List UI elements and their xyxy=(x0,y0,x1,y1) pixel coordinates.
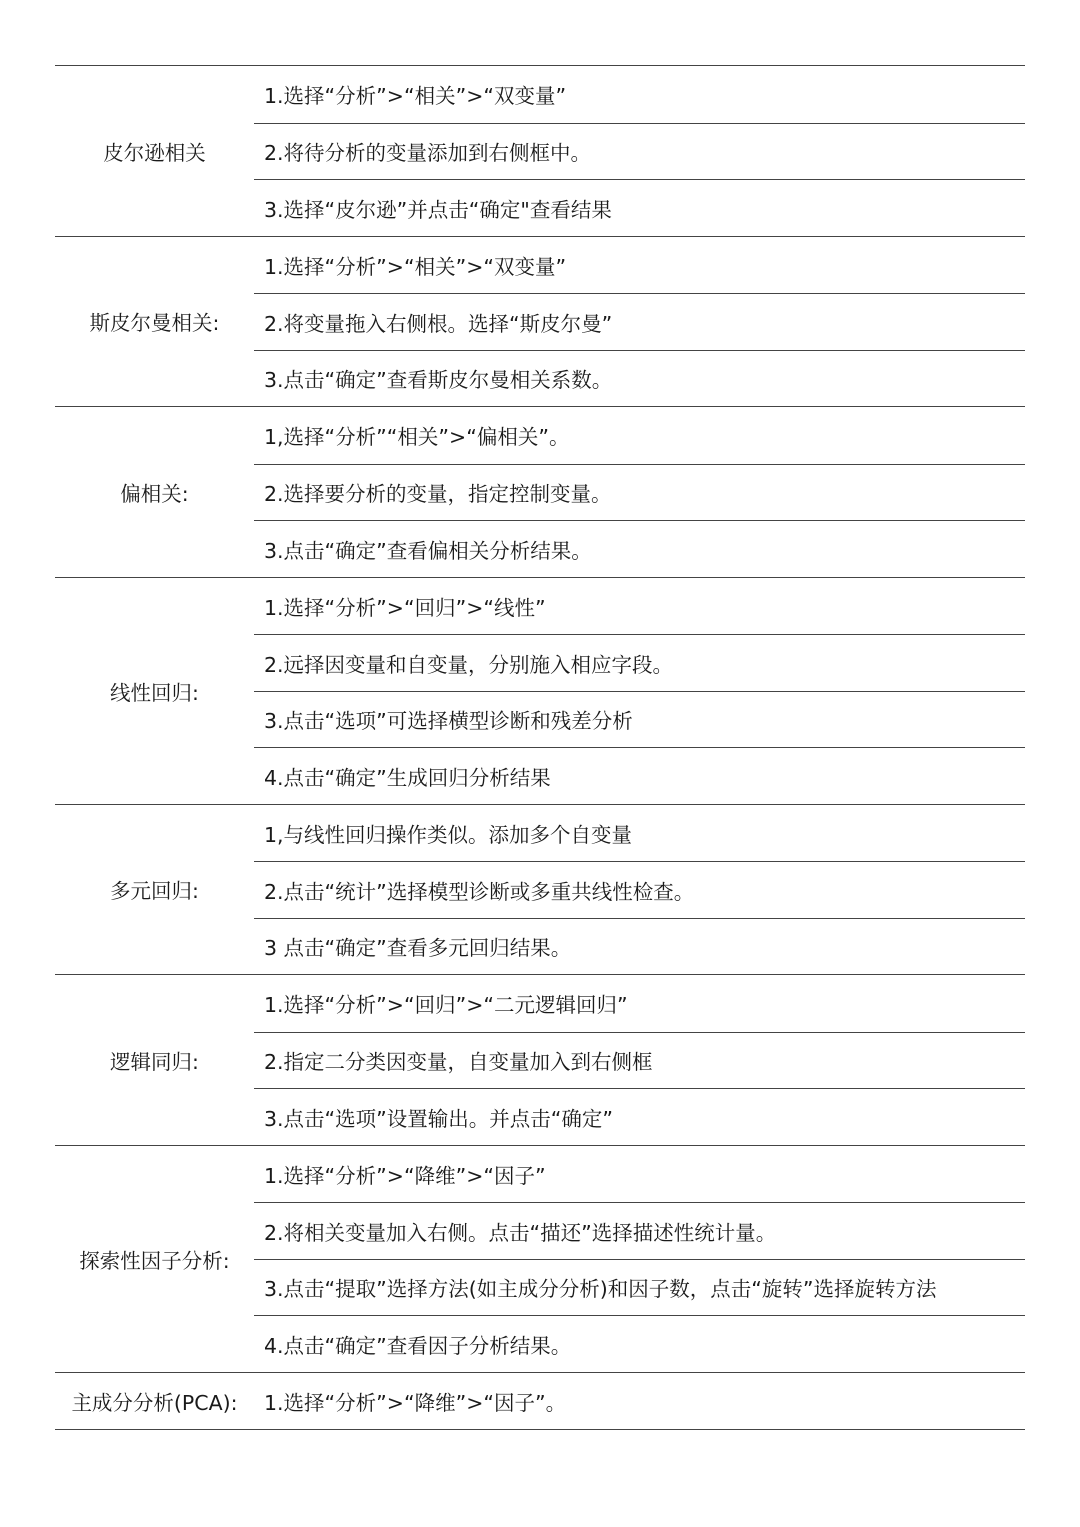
step-list xyxy=(254,1146,1025,1372)
step-item: 2.选择要分析的变量，指定控制变量。 xyxy=(254,464,1025,521)
step-item: 1.选择“分析”>“回归”>“二元逻辑回归” xyxy=(264,993,628,1018)
method-steps-table xyxy=(55,65,1025,1430)
method-name: 多元回归: xyxy=(110,879,199,904)
step-item: 4.点击“确定”查看因子分析结果。 xyxy=(254,1315,1025,1372)
step-item: 1,选择“分析”“相关”>“偏相关”。 xyxy=(264,425,570,450)
step-list xyxy=(254,805,1025,975)
step-item: 3.点击“提取”选择方法(如主成分分析)和因子数，点击“旋转”选择旋转方法 xyxy=(254,1259,1025,1316)
step-item: 2.将相关变量加入右侧。点击“描还”选择描述性统计量。 xyxy=(254,1202,1025,1259)
step-item: 1.选择“分析”>“回归”>“线性” xyxy=(264,595,546,620)
step-list xyxy=(254,975,1025,1145)
method-group xyxy=(55,406,1025,577)
method-group xyxy=(55,577,1025,804)
step-list xyxy=(254,407,1025,577)
step-list xyxy=(254,1373,1025,1430)
step-item: 1.选择“分析”>“相关”>“双变量” xyxy=(264,84,567,109)
step-list xyxy=(254,578,1025,804)
step-item: 1,与线性回归操作类似。添加多个自变量 xyxy=(264,822,633,847)
step-item: 3.点击“确定”查看斯皮尔曼相关系数。 xyxy=(254,350,1025,407)
method-group xyxy=(55,1372,1025,1431)
method-group xyxy=(55,804,1025,975)
step-item: 2.指定二分类因变量，自变量加入到右侧框 xyxy=(254,1032,1025,1089)
step-item: 2.远择因变量和自变量，分别施入相应字段。 xyxy=(254,634,1025,691)
step-item: 4.点击“确定”生成回归分析结果 xyxy=(254,747,1025,804)
step-item: 2.点击“统计”选择模型诊断或多重共线性检查。 xyxy=(254,861,1025,918)
step-item: 3.点击“确定”查看偏相关分析结果。 xyxy=(254,520,1025,577)
step-item: 2.将待分析的变量添加到右侧框中。 xyxy=(254,123,1025,180)
step-item: 1.选择“分析”>“降维”>“因子” xyxy=(264,1163,546,1188)
step-item: 3.选择“皮尔逊”并点击“确定"查看结果 xyxy=(254,179,1025,236)
method-name: 探索性因子分析: xyxy=(79,1248,230,1273)
step-item: 3 点击“确定”查看多元回归结果。 xyxy=(254,918,1025,975)
method-name: 皮尔逊相关 xyxy=(103,140,206,165)
step-list xyxy=(254,237,1025,407)
method-name: 线性回归: xyxy=(110,680,199,705)
method-group xyxy=(55,236,1025,407)
method-group xyxy=(55,1145,1025,1372)
method-name: 斯皮尔曼相关: xyxy=(89,311,220,336)
method-name: 偏相关: xyxy=(120,481,189,506)
step-item: 1.选择“分析”>“相关”>“双变量” xyxy=(264,254,567,279)
step-item: 3.点击“选项”设置输出。并点击“确定” xyxy=(254,1088,1025,1145)
method-group xyxy=(55,974,1025,1145)
method-name: 逻辑同归: xyxy=(110,1049,199,1074)
method-name: 主成分分析(PCA): xyxy=(71,1390,238,1415)
method-group xyxy=(55,65,1025,236)
step-item: 3.点击“选项”可选择横型诊断和残差分析 xyxy=(254,691,1025,748)
step-list xyxy=(254,66,1025,236)
step-item: 1.选择“分析”>“降维”>“因子”。 xyxy=(264,1390,567,1415)
step-item: 2.将变量拖入右侧根。选择“斯皮尔曼” xyxy=(254,293,1025,350)
